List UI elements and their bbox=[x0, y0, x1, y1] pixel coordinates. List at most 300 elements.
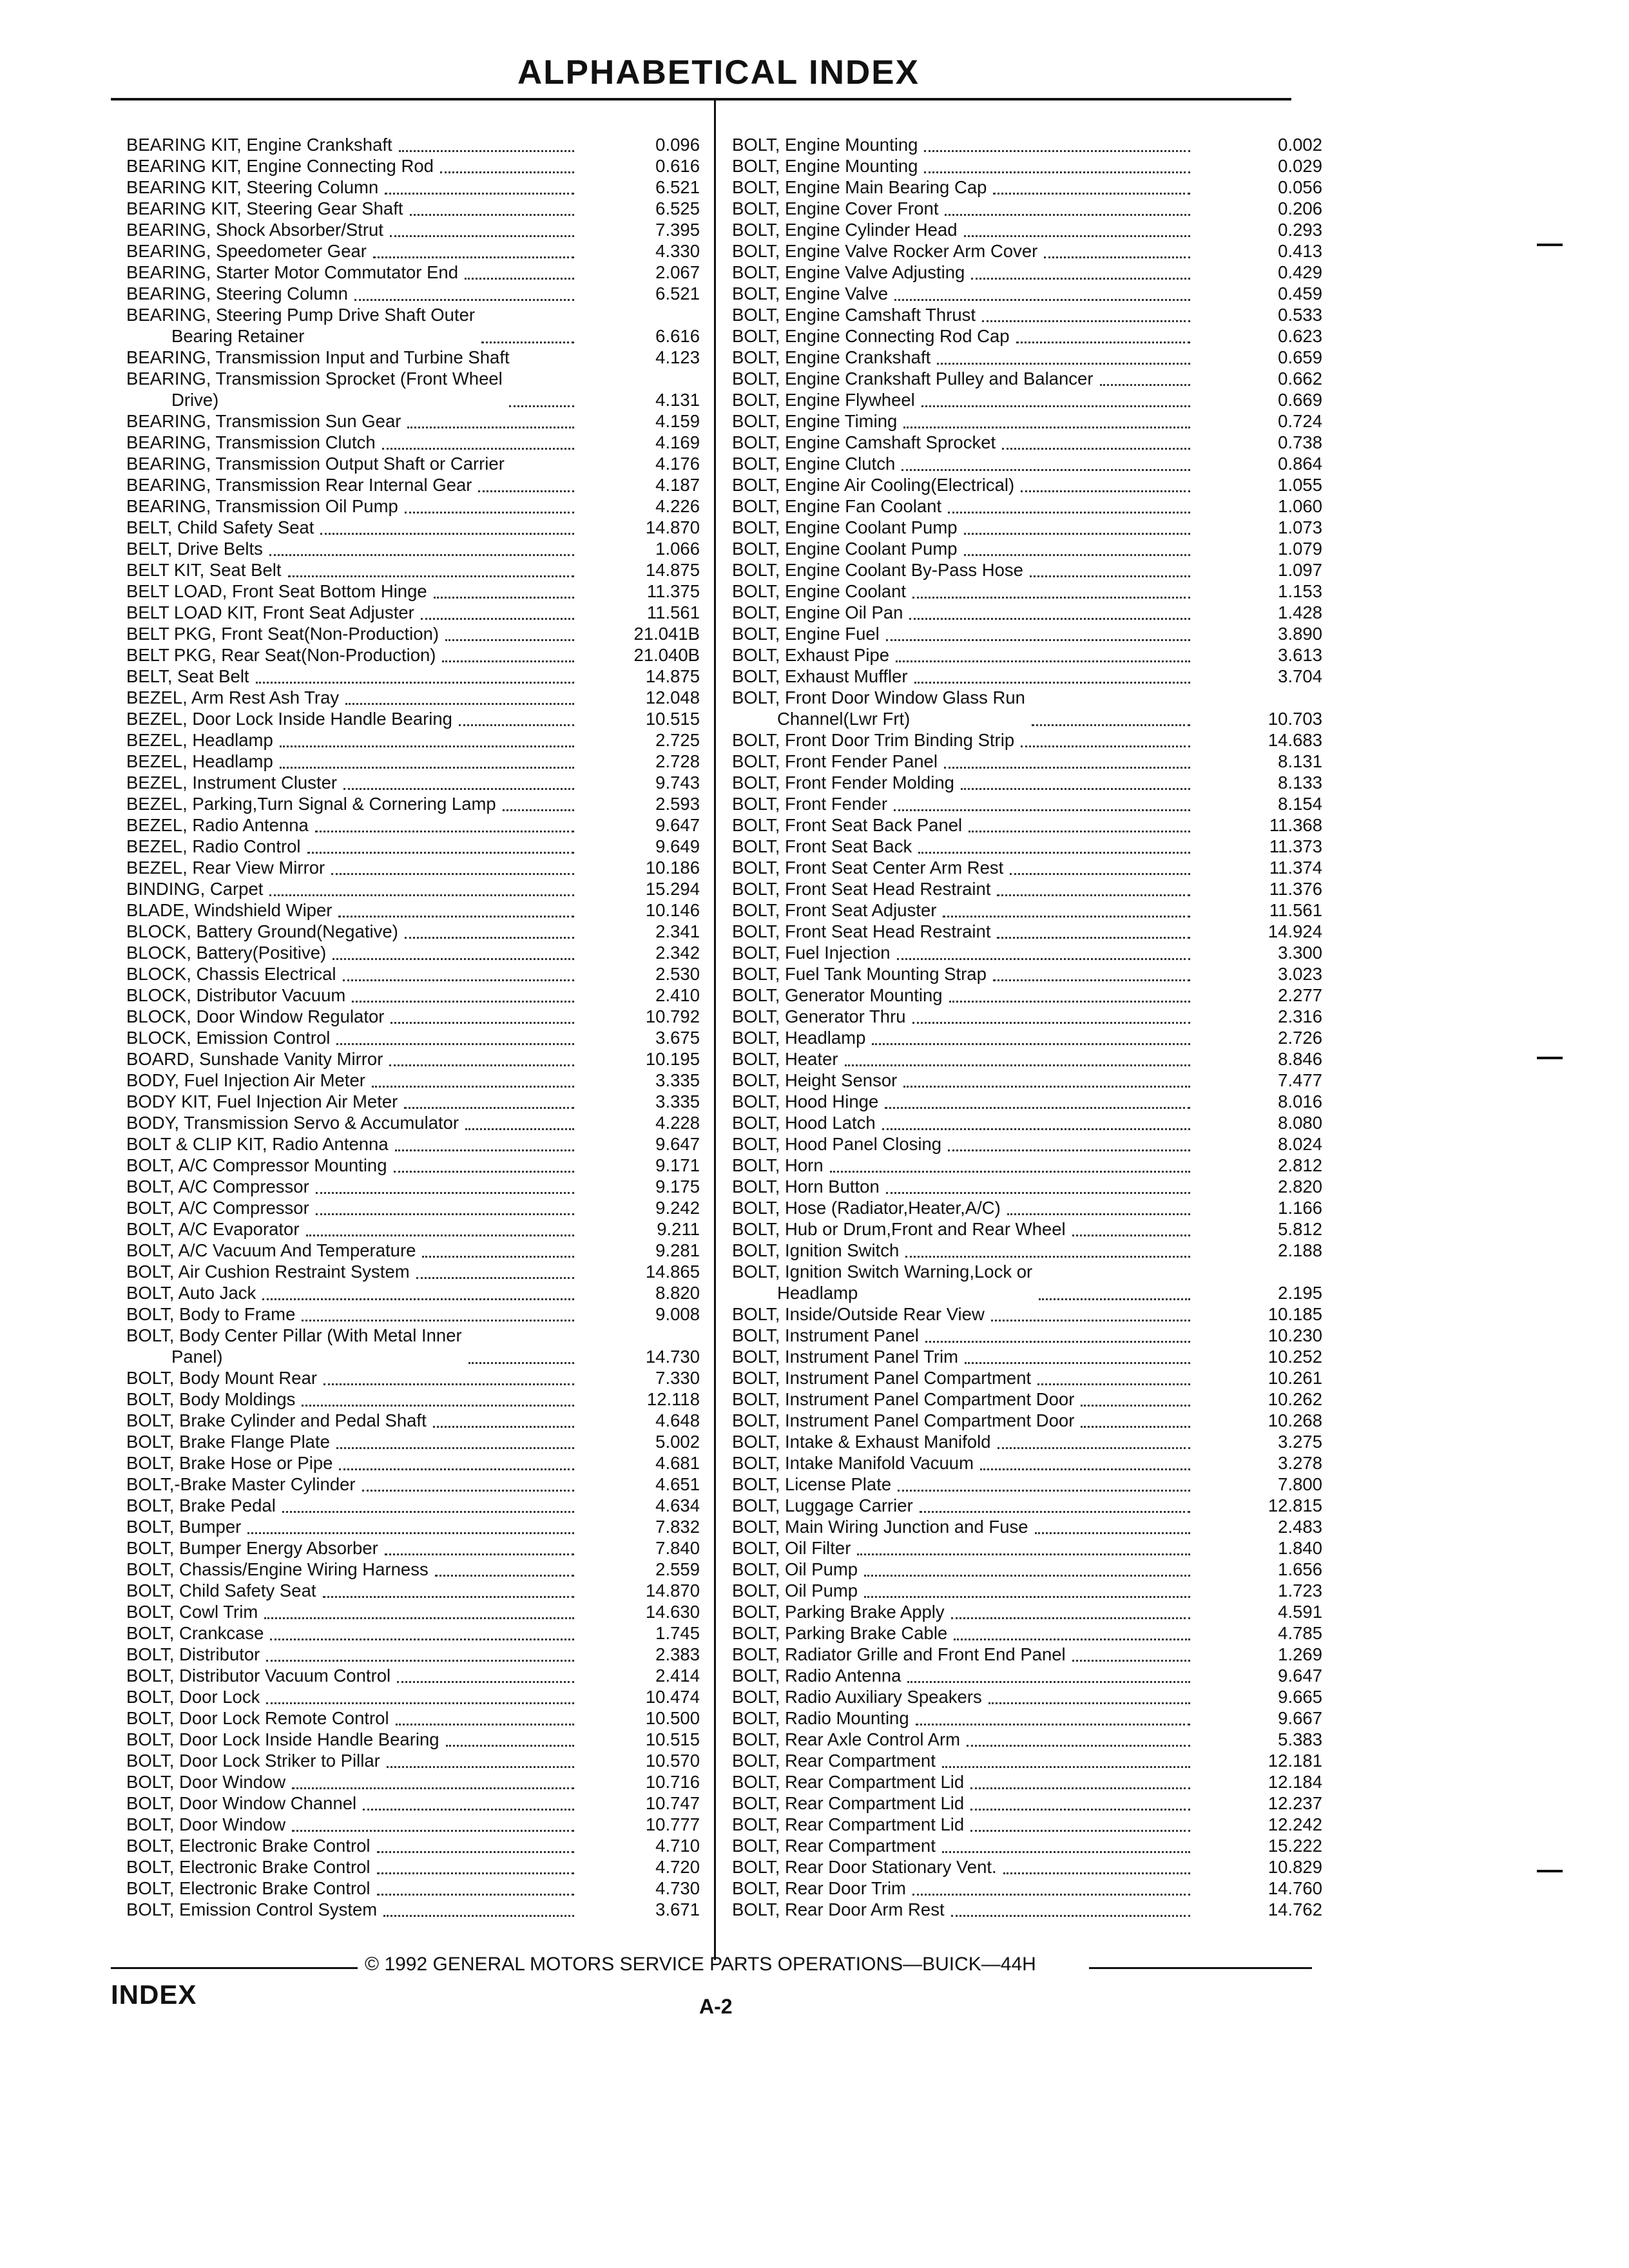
entry-description bbox=[732, 1218, 1066, 1240]
entry-page-ref: 1.055 bbox=[1278, 475, 1322, 495]
dot-leader bbox=[1100, 384, 1190, 386]
entry-description-line: BOLT, Bumper bbox=[126, 1517, 242, 1537]
entry-page-ref: 6.521 bbox=[655, 177, 700, 197]
entry-description-line: BOLT,-Brake Master Cylinder bbox=[126, 1474, 356, 1494]
entry-description bbox=[732, 1261, 1032, 1303]
index-entry bbox=[732, 474, 1322, 495]
dot-leader bbox=[970, 1830, 1190, 1832]
entry-description bbox=[126, 899, 332, 921]
index-entry bbox=[126, 708, 700, 729]
entry-description bbox=[732, 666, 908, 687]
index-entry bbox=[732, 1006, 1322, 1027]
entry-description-line: BEARING, Speedometer Gear bbox=[126, 241, 367, 261]
entry-description-line: BOLT, Rear Compartment bbox=[732, 1751, 936, 1771]
entry-description-line: BOLT, Ignition Switch Warning,Lock or bbox=[732, 1262, 1033, 1282]
entry-page-ref: 9.171 bbox=[655, 1155, 700, 1175]
entry-page-ref: 2.383 bbox=[655, 1644, 700, 1664]
entry-page-ref: 1.166 bbox=[1278, 1198, 1322, 1218]
dot-leader bbox=[1021, 490, 1190, 492]
entry-page-ref: 3.890 bbox=[1278, 624, 1322, 644]
dot-leader bbox=[306, 1235, 574, 1236]
entry-description bbox=[732, 347, 930, 368]
entry-page-ref: 0.616 bbox=[655, 156, 700, 176]
entry-description-line: BOLT, Engine Cover Front bbox=[732, 198, 939, 218]
dot-leader bbox=[905, 1256, 1190, 1258]
dot-leader bbox=[266, 1702, 574, 1704]
entry-description-line: BOLT, Engine Flywheel bbox=[732, 390, 915, 410]
dot-leader bbox=[912, 1894, 1190, 1896]
index-entry bbox=[126, 1580, 700, 1601]
index-entry bbox=[126, 1665, 700, 1686]
entry-description bbox=[126, 1792, 356, 1814]
entry-description-line: BOLT, Main Wiring Junction and Fuse bbox=[732, 1517, 1028, 1537]
dot-leader bbox=[924, 150, 1190, 152]
entry-description bbox=[732, 262, 965, 283]
index-entry bbox=[732, 985, 1322, 1006]
entry-description bbox=[732, 1559, 858, 1580]
entry-page-ref: 6.525 bbox=[655, 198, 700, 218]
index-entry bbox=[126, 1176, 700, 1197]
entry-description-line: BEARING, Transmission Output Shaft or Carrier bbox=[126, 454, 505, 474]
entry-description bbox=[732, 1750, 936, 1771]
index-entry bbox=[732, 1686, 1322, 1707]
entry-page-ref: 2.410 bbox=[655, 985, 700, 1005]
margin-mark bbox=[1537, 244, 1563, 246]
index-entry bbox=[126, 878, 700, 899]
index-entry bbox=[126, 1792, 700, 1814]
index-entry bbox=[732, 1707, 1322, 1729]
entry-page-ref: 21.041B bbox=[633, 624, 700, 644]
entry-page-ref: 5.383 bbox=[1278, 1729, 1322, 1749]
dot-leader bbox=[1003, 1872, 1190, 1874]
dot-leader bbox=[333, 958, 574, 960]
entry-page-ref: 9.647 bbox=[1278, 1666, 1322, 1686]
entry-description bbox=[126, 262, 458, 283]
dot-leader bbox=[997, 937, 1190, 939]
entry-description bbox=[732, 495, 941, 517]
entry-page-ref: 11.373 bbox=[1269, 836, 1322, 856]
entry-description bbox=[732, 410, 897, 432]
index-entry bbox=[126, 559, 700, 581]
index-entry bbox=[732, 177, 1322, 198]
entry-page-ref: 4.123 bbox=[655, 347, 700, 367]
entry-description-line: BOLT, Engine Cylinder Head bbox=[732, 220, 958, 240]
entry-page-ref: 10.268 bbox=[1268, 1410, 1322, 1430]
index-entry bbox=[126, 1750, 700, 1771]
entry-description bbox=[732, 1410, 1074, 1431]
entry-page-ref: 9.647 bbox=[655, 1134, 700, 1154]
dot-leader bbox=[896, 660, 1190, 662]
entry-description-line: BOLT, Body to Frame bbox=[126, 1304, 296, 1324]
entry-description bbox=[126, 814, 309, 836]
index-entry bbox=[732, 1452, 1322, 1474]
dot-leader bbox=[945, 214, 1190, 216]
index-entry bbox=[732, 240, 1322, 262]
index-entry bbox=[732, 1537, 1322, 1559]
dot-leader bbox=[954, 1639, 1190, 1640]
entry-description bbox=[732, 1622, 947, 1644]
entry-description bbox=[732, 1601, 945, 1622]
entry-description bbox=[126, 1665, 390, 1686]
index-entry bbox=[732, 1559, 1322, 1580]
entry-page-ref: 4.648 bbox=[655, 1410, 700, 1430]
dot-leader bbox=[967, 1745, 1190, 1747]
index-entry bbox=[732, 453, 1322, 474]
dot-leader bbox=[921, 405, 1190, 407]
index-entry bbox=[732, 325, 1322, 347]
entry-description bbox=[732, 389, 915, 410]
entry-description bbox=[732, 155, 918, 177]
dot-leader bbox=[864, 1596, 1190, 1598]
entry-description-line: BOLT, Air Cushion Restraint System bbox=[126, 1262, 410, 1282]
dot-leader bbox=[336, 1447, 574, 1449]
index-entry bbox=[126, 283, 700, 304]
dot-leader bbox=[247, 1532, 574, 1534]
entry-page-ref: 2.593 bbox=[655, 794, 700, 814]
dot-leader bbox=[292, 1830, 574, 1832]
entry-description bbox=[126, 1410, 427, 1431]
entry-description-line: BOLT, Engine Camshaft Sprocket bbox=[732, 432, 996, 452]
entry-description bbox=[732, 1729, 960, 1750]
entry-description-line: BOLT, Electronic Brake Control bbox=[126, 1878, 371, 1898]
entry-description bbox=[126, 1197, 309, 1218]
entry-description-line: BOLT, A/C Evaporator bbox=[126, 1219, 300, 1239]
entry-description-line: BOLT, Instrument Panel Compartment Door bbox=[732, 1389, 1075, 1409]
index-entry bbox=[126, 198, 700, 219]
entry-description-line: BOLT, Radiator Grille and Front End Panel bbox=[732, 1644, 1066, 1664]
entry-page-ref: 0.623 bbox=[1278, 326, 1322, 346]
dot-leader bbox=[907, 1681, 1190, 1683]
entry-page-ref: 7.395 bbox=[655, 220, 700, 240]
entry-description-line: BOLT, Front Seat Head Restraint bbox=[732, 921, 991, 941]
index-entry bbox=[732, 921, 1322, 942]
entry-page-ref: 10.570 bbox=[645, 1751, 700, 1771]
entry-page-ref: 4.681 bbox=[655, 1453, 700, 1473]
entry-description bbox=[732, 1856, 997, 1878]
entry-page-ref: 0.659 bbox=[1278, 347, 1322, 367]
entry-description bbox=[732, 1580, 858, 1601]
index-entry bbox=[126, 1644, 700, 1665]
entry-description bbox=[126, 687, 339, 708]
dot-leader bbox=[970, 1787, 1190, 1789]
dot-leader bbox=[912, 1022, 1190, 1024]
entry-description-line: BOLT, Rear Door Stationary Vent. bbox=[732, 1857, 997, 1877]
entry-description-line: BOLT, Instrument Panel Compartment Door bbox=[732, 1410, 1075, 1430]
index-entry bbox=[732, 517, 1322, 538]
entry-page-ref: 0.206 bbox=[1278, 198, 1322, 218]
entry-page-ref: 12.237 bbox=[1268, 1793, 1322, 1813]
entry-description-line: BEARING KIT, Engine Connecting Rod bbox=[126, 156, 434, 176]
index-entry bbox=[732, 1665, 1322, 1686]
dot-leader bbox=[292, 1787, 574, 1789]
index-entry bbox=[732, 1048, 1322, 1070]
entry-description-line: BOLT, Fuel Tank Mounting Strap bbox=[732, 964, 987, 984]
entry-description-line: BEZEL, Parking,Turn Signal & Cornering Lamp bbox=[126, 794, 496, 814]
entry-description bbox=[126, 432, 376, 453]
entry-description-line: BOLT, Radio Antenna bbox=[732, 1666, 901, 1686]
entry-description-line: BELT KIT, Seat Belt bbox=[126, 560, 282, 580]
entry-page-ref: 0.413 bbox=[1278, 241, 1322, 261]
dot-leader bbox=[964, 533, 1190, 535]
entry-description bbox=[732, 963, 987, 985]
entry-description-line: BOLT, Door Window bbox=[126, 1772, 286, 1792]
entry-description bbox=[126, 1622, 264, 1644]
entry-page-ref: 15.294 bbox=[645, 879, 700, 899]
index-entry bbox=[126, 538, 700, 559]
entry-description-line: BOLT, Distributor bbox=[126, 1644, 260, 1664]
entry-description bbox=[732, 368, 1094, 389]
entry-description-line: BOLT, Electronic Brake Control bbox=[126, 1857, 371, 1877]
entry-description-line: BOLT, Engine Mounting bbox=[732, 135, 918, 155]
dot-leader bbox=[377, 1851, 574, 1853]
index-entry bbox=[126, 1431, 700, 1452]
entry-page-ref: 3.335 bbox=[655, 1091, 700, 1111]
entry-page-ref: 11.368 bbox=[1269, 815, 1322, 835]
entry-page-ref: 4.720 bbox=[655, 1857, 700, 1877]
entry-page-ref: 6.521 bbox=[655, 284, 700, 303]
index-entry bbox=[732, 1580, 1322, 1601]
entry-description-line: BOLT, Luggage Carrier bbox=[732, 1495, 913, 1515]
index-entry bbox=[732, 644, 1322, 666]
entry-page-ref: 3.704 bbox=[1278, 666, 1322, 686]
entry-description-line: BOLT, Hub or Drum,Front and Rear Wheel bbox=[732, 1219, 1066, 1239]
dot-leader bbox=[421, 618, 574, 620]
entry-page-ref: 2.812 bbox=[1278, 1155, 1322, 1175]
entry-description-line: BOLT, Child Safety Seat bbox=[126, 1581, 316, 1600]
margin-mark bbox=[1537, 1057, 1563, 1059]
dot-leader bbox=[481, 341, 574, 343]
entry-description-line: BOLT, Exhaust Pipe bbox=[732, 645, 890, 665]
entry-page-ref: 9.175 bbox=[655, 1177, 700, 1196]
entry-description bbox=[732, 1878, 906, 1899]
entry-description-line: BEZEL, Rear View Mirror bbox=[126, 858, 325, 878]
entry-page-ref: 14.683 bbox=[1268, 730, 1322, 750]
entry-description bbox=[732, 772, 954, 793]
entry-description bbox=[732, 134, 918, 155]
index-entry bbox=[732, 1431, 1322, 1452]
entry-page-ref: 9.281 bbox=[655, 1240, 700, 1260]
entry-description bbox=[732, 1367, 1031, 1389]
entry-description-line: BINDING, Carpet bbox=[126, 879, 264, 899]
entry-page-ref: 1.073 bbox=[1278, 517, 1322, 537]
dot-leader bbox=[478, 490, 574, 492]
index-entry bbox=[126, 1878, 700, 1899]
index-entry bbox=[732, 814, 1322, 836]
index-entry bbox=[126, 1261, 700, 1282]
entry-page-ref: 8.024 bbox=[1278, 1134, 1322, 1154]
entry-description bbox=[126, 1771, 285, 1792]
entry-description-line: BOLT, Radio Auxiliary Speakers bbox=[732, 1687, 982, 1707]
index-entry bbox=[732, 1516, 1322, 1537]
index-entry bbox=[126, 474, 700, 495]
index-entry bbox=[732, 772, 1322, 793]
entry-description bbox=[732, 623, 880, 644]
index-entry bbox=[732, 1027, 1322, 1048]
index-entry bbox=[126, 921, 700, 942]
dot-leader bbox=[845, 1064, 1190, 1066]
entry-description bbox=[732, 1389, 1074, 1410]
index-entry bbox=[732, 1474, 1322, 1495]
index-entry bbox=[732, 1814, 1322, 1835]
dot-leader bbox=[1007, 1213, 1190, 1215]
dot-leader bbox=[405, 512, 574, 514]
entry-page-ref: 0.459 bbox=[1278, 284, 1322, 303]
index-entry bbox=[126, 1218, 700, 1240]
entry-description-line: BOLT, Door Lock Remote Control bbox=[126, 1708, 389, 1728]
entry-page-ref: 1.153 bbox=[1278, 581, 1322, 601]
entry-description bbox=[732, 1644, 1066, 1665]
entry-page-ref: 14.924 bbox=[1268, 921, 1322, 941]
entry-description bbox=[732, 453, 895, 474]
entry-description-line: BOARD, Sunshade Vanity Mirror bbox=[126, 1049, 383, 1069]
entry-description bbox=[732, 836, 912, 857]
entry-description-line: BOLT, Horn Button bbox=[732, 1177, 880, 1196]
index-entry bbox=[732, 1729, 1322, 1750]
entry-description bbox=[126, 474, 472, 495]
entry-description-continuation: Headlamp bbox=[777, 1283, 858, 1303]
dot-leader bbox=[898, 1490, 1190, 1492]
entry-page-ref: 14.875 bbox=[645, 560, 700, 580]
index-entry bbox=[126, 729, 700, 751]
dot-leader bbox=[991, 1320, 1190, 1321]
entry-page-ref: 3.278 bbox=[1278, 1453, 1322, 1473]
entry-description bbox=[126, 1155, 387, 1176]
dot-leader bbox=[385, 193, 574, 195]
entry-description-line: BEZEL, Radio Antenna bbox=[126, 815, 309, 835]
entry-description bbox=[126, 793, 496, 814]
entry-page-ref: 2.067 bbox=[655, 262, 700, 282]
dot-leader bbox=[465, 278, 574, 280]
dot-leader bbox=[886, 1192, 1190, 1194]
dot-leader bbox=[363, 1809, 574, 1811]
entry-page-ref: 4.169 bbox=[655, 432, 700, 452]
dot-leader bbox=[302, 1320, 574, 1321]
entry-description bbox=[732, 432, 996, 453]
index-entry bbox=[126, 368, 700, 410]
dot-leader bbox=[440, 171, 574, 173]
entry-page-ref: 7.840 bbox=[655, 1538, 700, 1558]
entry-description-line: BEZEL, Radio Control bbox=[126, 836, 301, 856]
entry-description-line: BOLT, Engine Crankshaft Pulley and Balancer bbox=[732, 369, 1094, 389]
entry-description-line: BELT PKG, Front Seat(Non-Production) bbox=[126, 624, 439, 644]
entry-page-ref: 10.252 bbox=[1268, 1347, 1322, 1367]
entry-page-ref: 7.800 bbox=[1278, 1474, 1322, 1494]
index-entry bbox=[732, 878, 1322, 899]
entry-description bbox=[126, 198, 403, 219]
index-entry bbox=[126, 1048, 700, 1070]
entry-description bbox=[126, 1027, 330, 1048]
entry-description bbox=[732, 1474, 891, 1495]
index-entry bbox=[126, 1367, 700, 1389]
entry-description-line: BOLT, Engine Coolant By-Pass Hose bbox=[732, 560, 1023, 580]
entry-description bbox=[732, 177, 987, 198]
index-entry bbox=[732, 666, 1322, 687]
entry-description bbox=[732, 283, 888, 304]
index-entry bbox=[732, 432, 1322, 453]
dot-leader bbox=[948, 1149, 1190, 1151]
entry-page-ref: 10.195 bbox=[645, 1049, 700, 1069]
entry-description-line: BOLT, Brake Flange Plate bbox=[126, 1432, 330, 1452]
entry-description-line: BEZEL, Headlamp bbox=[126, 751, 273, 771]
entry-description bbox=[126, 1601, 258, 1622]
entry-page-ref: 7.832 bbox=[655, 1517, 700, 1537]
entry-description bbox=[126, 1878, 371, 1899]
dot-leader bbox=[331, 873, 574, 875]
entry-page-ref: 10.500 bbox=[645, 1708, 700, 1728]
entry-description bbox=[126, 517, 314, 538]
entry-description bbox=[126, 1325, 462, 1367]
entry-page-ref: 12.242 bbox=[1268, 1814, 1322, 1834]
dot-leader bbox=[1035, 1532, 1190, 1534]
entry-description-line: BOLT, A/C Vacuum And Temperature bbox=[126, 1240, 416, 1260]
entry-page-ref: 10.515 bbox=[645, 709, 700, 729]
dot-leader bbox=[385, 1553, 574, 1555]
index-entry bbox=[732, 389, 1322, 410]
entry-description-line: BOLT, Chassis/Engine Wiring Harness bbox=[126, 1559, 429, 1579]
dot-leader bbox=[970, 1809, 1190, 1811]
entry-description-continuation: Drive) bbox=[171, 390, 219, 410]
index-entry bbox=[126, 1240, 700, 1261]
dot-leader bbox=[969, 831, 1190, 832]
dot-leader bbox=[894, 299, 1190, 301]
index-entry bbox=[126, 1856, 700, 1878]
dot-leader bbox=[943, 916, 1190, 918]
index-entry bbox=[126, 1070, 700, 1091]
dot-leader bbox=[993, 979, 1190, 981]
entry-page-ref: 2.483 bbox=[1278, 1517, 1322, 1537]
dot-leader bbox=[445, 639, 574, 641]
index-entry bbox=[126, 687, 700, 708]
entry-page-ref: 14.762 bbox=[1268, 1899, 1322, 1919]
index-entry bbox=[126, 666, 700, 687]
dot-leader bbox=[920, 1511, 1190, 1513]
index-entry bbox=[126, 602, 700, 623]
index-entry bbox=[732, 623, 1322, 644]
dot-leader bbox=[1037, 1383, 1190, 1385]
dot-leader bbox=[387, 1766, 574, 1768]
entry-description bbox=[732, 857, 1003, 878]
entry-description bbox=[126, 410, 401, 432]
entry-description bbox=[126, 1899, 377, 1920]
entry-page-ref: 0.429 bbox=[1278, 262, 1322, 282]
dot-leader bbox=[997, 894, 1190, 896]
entry-page-ref: 5.002 bbox=[655, 1432, 700, 1452]
entry-description bbox=[732, 602, 903, 623]
index-entry bbox=[732, 219, 1322, 240]
entry-description-line: BOLT, Emission Control System bbox=[126, 1899, 378, 1919]
entry-page-ref: 0.864 bbox=[1278, 454, 1322, 474]
entry-page-ref: 4.159 bbox=[655, 411, 700, 431]
entry-description bbox=[126, 177, 378, 198]
entry-description-line: BOLT, Front Door Trim Binding Strip bbox=[732, 730, 1015, 750]
entry-description-line: BOLT, Hood Hinge bbox=[732, 1091, 879, 1111]
entry-description-line: BEARING, Transmission Oil Pump bbox=[126, 496, 398, 516]
dot-leader bbox=[944, 767, 1190, 769]
dot-leader bbox=[352, 1001, 574, 1003]
entry-description-line: BEARING KIT, Steering Column bbox=[126, 177, 379, 197]
entry-description bbox=[126, 1070, 365, 1091]
entry-description bbox=[126, 963, 336, 985]
entry-description-line: BLOCK, Battery(Positive) bbox=[126, 943, 327, 963]
entry-page-ref: 1.066 bbox=[655, 539, 700, 559]
dot-leader bbox=[951, 1617, 1190, 1619]
entry-description bbox=[732, 198, 938, 219]
entry-description bbox=[126, 283, 348, 304]
dot-leader bbox=[872, 1043, 1190, 1045]
entry-description bbox=[732, 1346, 958, 1367]
dot-leader bbox=[433, 1426, 574, 1428]
dot-leader bbox=[1032, 724, 1190, 726]
